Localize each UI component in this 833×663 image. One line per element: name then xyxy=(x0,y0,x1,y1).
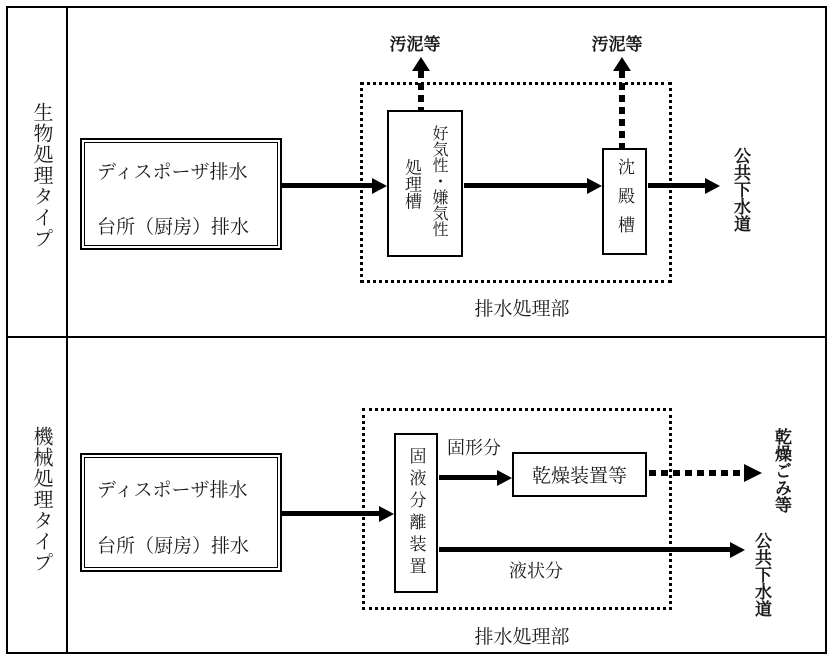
public-sewer-label-top: 公共下水道 xyxy=(731,147,750,232)
dry-waste-label: 乾燥ごみ等 xyxy=(772,428,791,513)
sludge-label-2: 汚泥等 xyxy=(591,35,643,54)
separator-box xyxy=(394,433,438,593)
arrow-tank-to-settling xyxy=(464,183,587,188)
settling-tank-box xyxy=(602,148,647,255)
arrow-source-to-tank xyxy=(282,183,372,188)
source-line2: 台所（厨房）排水 xyxy=(97,217,250,238)
sludge-arrow-2 xyxy=(619,71,625,148)
source-line2-bottom: 台所（厨房）排水 xyxy=(97,536,250,557)
public-sewer-label-bottom: 公共下水道 xyxy=(752,532,771,617)
column-divider xyxy=(66,6,68,654)
source-box-bottom xyxy=(80,453,282,572)
row-divider xyxy=(6,336,827,338)
source-box-top xyxy=(80,138,282,250)
arrow-settling-to-sewer xyxy=(648,183,705,188)
tank-name-label: 処理槽 xyxy=(402,158,421,209)
settling-tank-label: 沈殿槽 xyxy=(615,158,634,245)
arrow-separator-to-dryer xyxy=(439,475,497,480)
dryer-box xyxy=(512,452,647,497)
row-label-mechanical: 機械処理タイプ xyxy=(30,426,52,573)
separator-label: 固液分離装置 xyxy=(406,447,426,579)
treatment-unit-caption-top: 排水処理部 xyxy=(474,299,570,320)
liquid-fraction-label: 液状分 xyxy=(509,561,563,581)
source-line1: ディスポーザ排水 xyxy=(97,162,248,183)
arrow-separator-to-sewer xyxy=(439,547,730,552)
treatment-unit-caption-bottom: 排水処理部 xyxy=(474,627,570,648)
sludge-label-1: 汚泥等 xyxy=(389,35,441,54)
source-line1-bottom: ディスポーザ排水 xyxy=(97,480,248,501)
treatment-tank-box xyxy=(387,110,463,257)
arrow-dryer-to-drywaste xyxy=(649,470,744,476)
row-label-biological: 生物処理タイプ xyxy=(30,102,52,249)
tank-type-label: 好気性・嫌気性 xyxy=(430,125,447,237)
solid-fraction-label: 固形分 xyxy=(447,438,501,458)
sludge-arrow-1 xyxy=(418,71,424,110)
dryer-label: 乾燥装置等 xyxy=(531,466,627,487)
